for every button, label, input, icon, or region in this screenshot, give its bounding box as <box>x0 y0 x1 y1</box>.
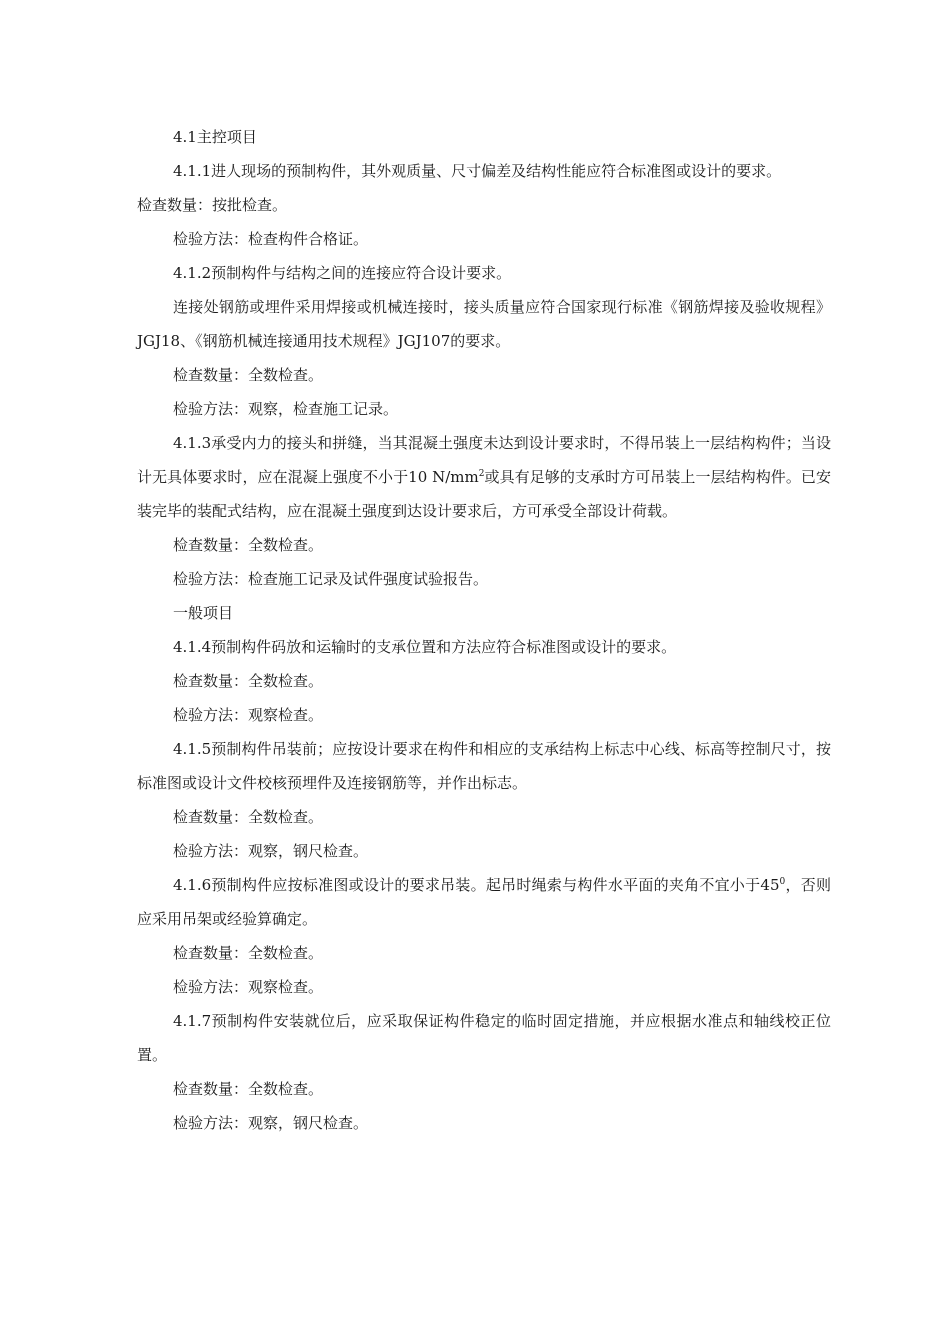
inspection-method: 检验方法：观察检查。 <box>173 978 324 996</box>
superscript: 0 <box>779 877 786 887</box>
inspection-quantity: 检查数量：全数检查。 <box>173 944 324 962</box>
inspection-method: 检验方法：观察检查。 <box>173 706 324 724</box>
inspection-quantity: 检查数量：全数检查。 <box>173 808 324 826</box>
superscript: 2 <box>478 469 485 479</box>
inspection-method: 检验方法：检查施工记录及试件强度试验报告。 <box>173 570 489 588</box>
inspection-quantity: 检查数量：全数检查。 <box>173 366 324 384</box>
clause-4-1-2-connection: 连接处钢筋或埋件采用焊接或机械连接时，接头质量应符合国家现行标准《钢筋焊接及验收规程》JGJ18、《钢筋机械连接通用技术规程》JGJ107的要求。 <box>137 298 831 350</box>
clause-4-1-1: 4.1.1进人现场的预制构件，其外观质量、尺寸偏差及结构性能应符合标准图或设计的要求。 <box>173 162 782 180</box>
section-heading-4-1: 4.1主控项目 <box>173 128 257 146</box>
clause-4-1-6-text-before: 4.1.6预制构件应按标准图或设计的要求吊装。起吊时绳索与构件水平面的夹角不宜小于45 <box>173 876 780 894</box>
clause-4-1-6 <box>137 868 831 936</box>
clause-4-1-6-text-after: ，否则应采用吊架或经验算确定。 <box>137 876 831 928</box>
section-heading-general: 一般项目 <box>173 604 234 622</box>
clause-4-1-3 <box>137 426 831 528</box>
inspection-quantity: 检查数量：按批检查。 <box>137 196 288 214</box>
clause-4-1-4: 4.1.4预制构件码放和运输时的支承位置和方法应符合标准图或设计的要求。 <box>173 638 677 656</box>
inspection-method: 检验方法：检查构件合格证。 <box>173 230 369 248</box>
document-page <box>137 120 831 1140</box>
inspection-quantity: 检查数量：全数检查。 <box>173 672 324 690</box>
clause-4-1-3-text-before: 4.1.3承受内力的接头和拼缝，当其混凝土强度未达到设计要求时，不得吊装上一层结构构件；当设计无具体要求时，应在混凝上强度不小于10 N/mm <box>137 434 831 486</box>
clause-4-1-3-text-after: 或具有足够的支承时方可吊装上一层结构构件。已安装完毕的装配式结构，应在混凝土强度到达设计要求后，方可承受全部设计荷载。 <box>137 468 831 520</box>
inspection-quantity: 检查数量：全数检查。 <box>173 1080 324 1098</box>
inspection-quantity: 检查数量：全数检查。 <box>173 536 324 554</box>
clause-4-1-2: 4.1.2预制构件与结构之间的连接应符合设计要求。 <box>173 264 512 282</box>
inspection-method: 检验方法：观察，检查施工记录。 <box>173 400 399 418</box>
inspection-method: 检验方法：观察，钢尺检查。 <box>173 1114 369 1132</box>
inspection-method: 检验方法：观察，钢尺检查。 <box>173 842 369 860</box>
clause-4-1-5: 4.1.5预制构件吊装前；应按设计要求在构件和相应的支承结构上标志中心线、标高等控制尺寸，按标准图或设计文件校核预埋件及连接钢筋等，并作出标志。 <box>137 740 831 792</box>
clause-4-1-7: 4.1.7预制构件安装就位后，应采取保证构件稳定的临时固定措施，并应根据水准点和轴线校正位置。 <box>137 1012 831 1064</box>
